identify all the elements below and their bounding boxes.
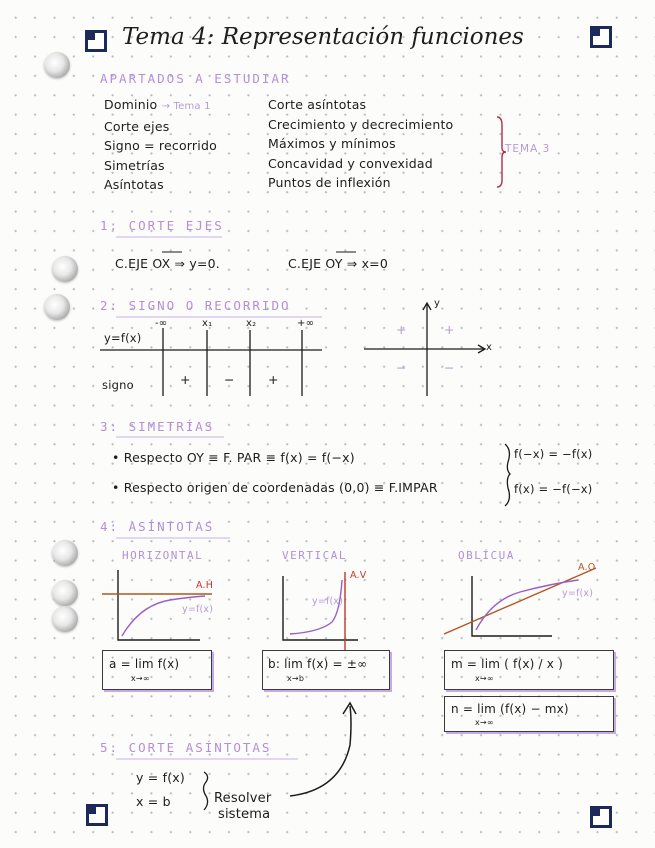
section-2-heading: 2: SIGNO O RECORRIDO [100,298,291,313]
av-label: A.V [350,570,367,581]
horizontal-label: HORIZONTAL [122,549,204,562]
yfx-label: y=f(x) [182,604,214,615]
section-4-heading: 4: ASÍNTOTAS [100,519,215,534]
topic-item: Simetrías [104,157,165,173]
topic-item: Corte ejes [104,118,170,134]
system-note: sistema [218,807,271,822]
topic-item: Máximos y mínimos [268,136,396,151]
topic-item: Signo = recorrido [104,138,217,153]
topic-item: Dominio → Tema 1 [104,97,211,112]
section-3-heading: 3: SIMETRÍAS [100,419,215,434]
tema3-bracket [497,117,506,187]
link-arrow-head [343,703,356,714]
sign-table-row-label: y=f(x) [104,331,142,345]
corte-ox-text: C.EJE OX ⇒ y=0. [115,256,220,271]
oblique-asymptote-graph [444,568,596,636]
obliqua-label: OBLÍCUA [458,549,515,562]
apartados-heading: APARTADOS A ESTUDIAR [100,71,291,86]
link-arrow [290,706,351,796]
sign-value: − [224,372,235,387]
vertical-label: VERTICAL [282,549,347,562]
formula-sub: x→∞ [131,674,150,683]
quadrant-sign: − [444,360,455,375]
topic-item: Asíntotas [104,177,164,192]
ah-label: A.H [196,580,214,591]
formula-sub: x→∞ [475,674,494,683]
formula-sub: x→b [287,674,305,683]
formula-b: b: lim f(x) = ±∞ [268,657,368,671]
quadrant-sign: + [444,322,455,337]
topic-item: Puntos de inflexión [268,175,391,190]
sign-value: + [180,372,191,387]
system-eq: x = b [136,794,171,809]
vertical-asymptote-graph [283,572,358,650]
section-5-heading: 5: CORTE ASÍNTOTAS [100,740,272,755]
sign-table-col: x₂ [246,318,257,329]
section-1-heading: 1: CORTE EJES [100,218,224,233]
topic-item: Crecimiento y decrecimiento [268,116,454,132]
sign-table-col: +∞ [297,318,315,329]
system-brace [204,772,208,810]
corte-oy-text: C.EJE OY ⇒ x=0 [288,256,388,271]
formula-n: n = lim (f(x) − mx) [451,702,569,716]
symmetry-odd: • Respecto origen de coordenadas (0,0) ≡ F.IMPAR [112,480,438,495]
quadrant-sign: + [396,322,407,337]
xy-axes [364,303,485,396]
tema3-label: TEMA 3 [505,143,551,155]
ao-label: A.O [578,562,596,573]
horizontal-asymptote-graph [102,570,212,640]
formula-sub: x→∞ [475,718,494,727]
quadrant-sign: − [396,360,407,375]
topic-item: Concavidad y convexidad [268,155,433,171]
yfx-label: y=f(x) [312,596,344,607]
sign-table-col: -∞ [155,318,168,329]
sign-value: + [268,372,279,387]
symmetry-brace [505,444,510,506]
symmetry-rule: f(−x) = −f(x) [514,447,593,461]
system-eq: y = f(x) [136,770,185,785]
formula-a: a = lim f(x) [109,657,180,671]
axis-y-label: y [434,298,441,309]
topic-item: Corte asíntotas [268,97,367,112]
dominio-ref: → Tema 1 [161,101,211,112]
page-title: Tema 4: Representación funciones [122,24,524,50]
symmetry-rule: f(x) = −f(−x) [514,482,593,496]
formula-m: m = lim ( f(x) / x ) [451,657,563,671]
sign-table-row-label: signo [102,378,134,392]
axis-x-label: x [486,342,493,353]
yfx-label: y=f(x) [562,588,594,599]
sign-table-col: x₁ [202,318,213,329]
system-note: Resolver [214,791,272,806]
symmetry-even: • Respecto OY ≡ F. PAR ≡ f(x) = f(−x) [112,450,355,465]
sign-table-lines [100,328,322,396]
